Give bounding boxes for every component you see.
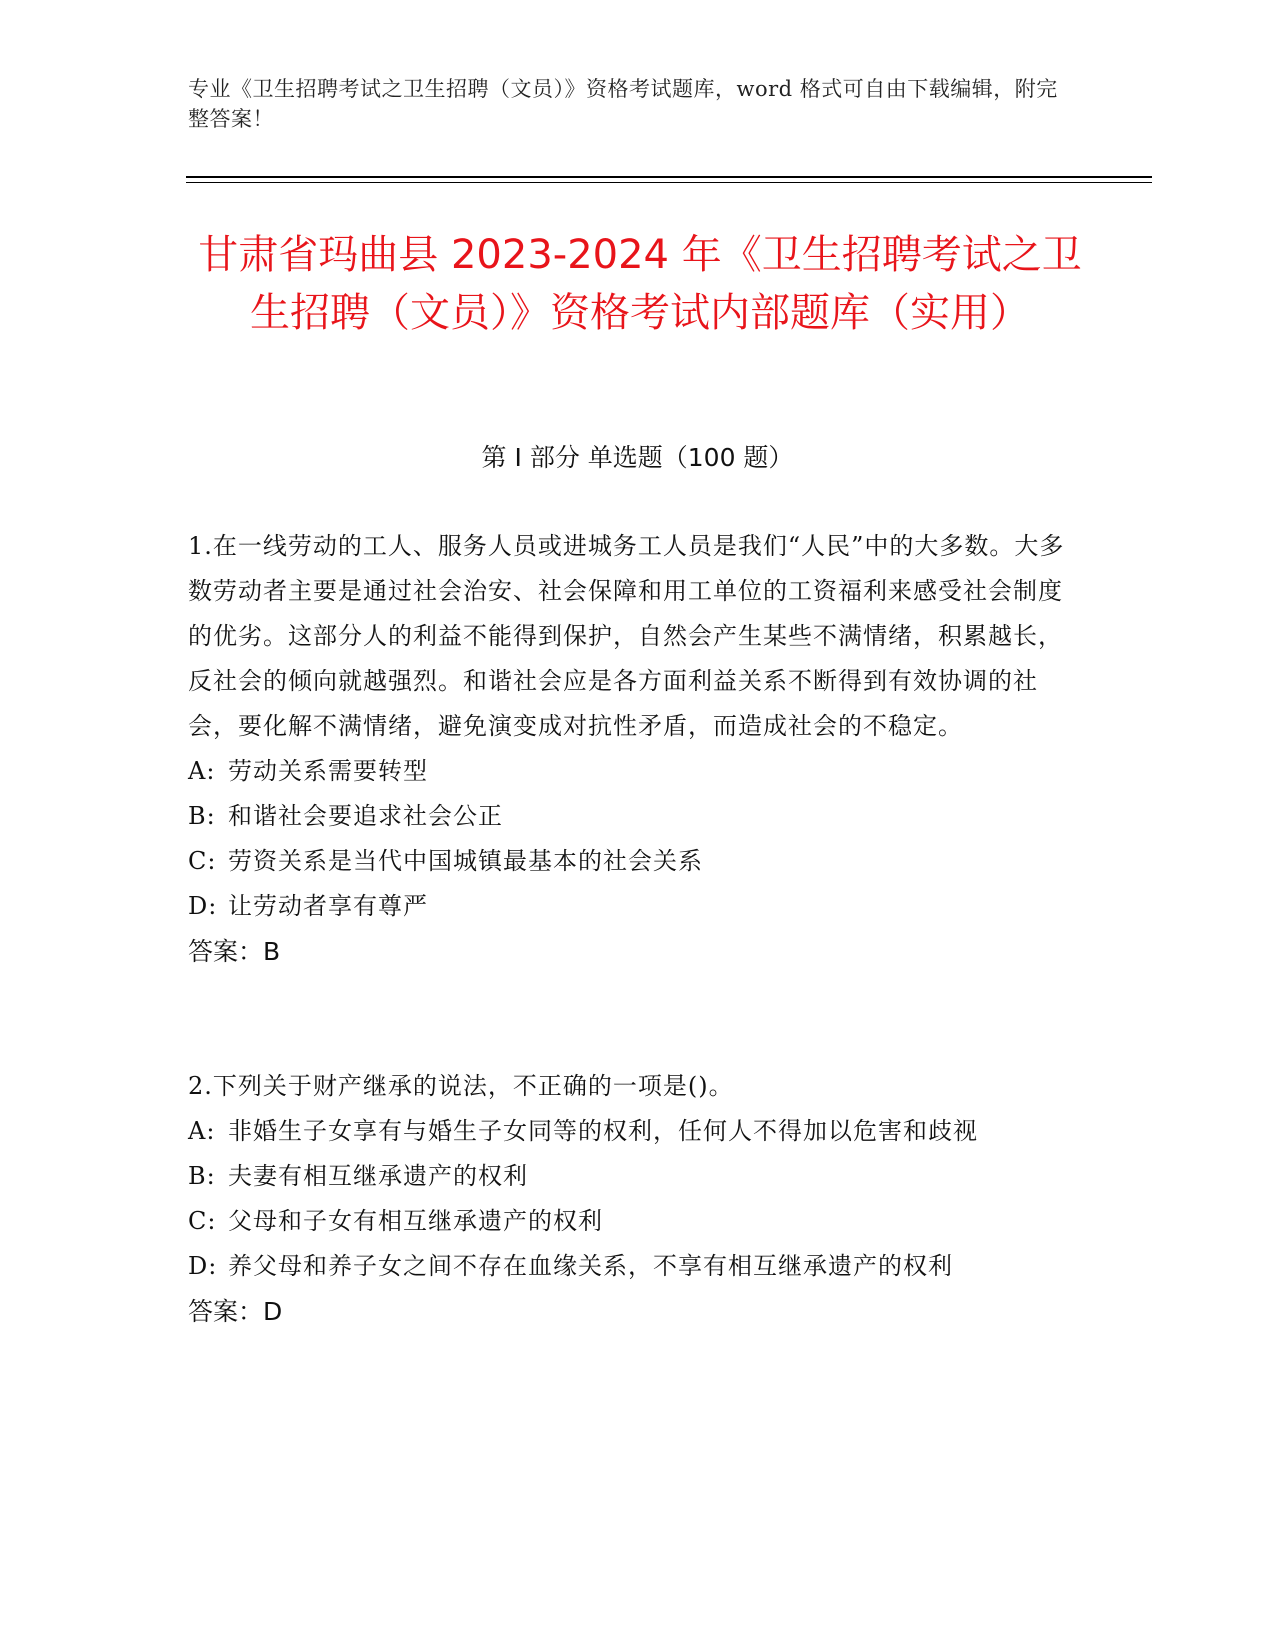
option-text: 劳动关系需要转型 (228, 757, 428, 785)
option-key: B: (188, 802, 216, 830)
option-b (188, 794, 1068, 839)
option-a (188, 749, 1068, 794)
answer-line: 答案：B (188, 937, 281, 966)
option-c (188, 839, 1068, 884)
option-key: D: (188, 1252, 218, 1280)
option-text: 劳资关系是当代中国城镇最基本的社会关系 (228, 847, 703, 875)
question-stem: 2.下列关于财产继承的说法，不正确的一项是()。 (188, 1072, 734, 1100)
question-1 (188, 524, 1068, 974)
option-b (188, 1154, 1068, 1199)
option-key: A: (188, 1117, 216, 1145)
option-text: 养父母和养子女之间不存在血缘关系，不享有相互继承遗产的权利 (228, 1252, 953, 1280)
option-d (188, 884, 1068, 929)
question-2 (188, 1064, 1068, 1334)
option-key: C: (188, 847, 217, 875)
question-stem: 1.在一线劳动的工人、服务人员或进城务工人员是我们“人民”中的大多数。大多数劳动者主要是通过社会治安、社会保障和用工单位的工资福利来感受社会制度的优劣。这部分人的利益不能得到保护，自然会产生某些不满情绪，积累越长，反社会的倾向就越强烈。和谐社会应是各方面利益关系不断得到有效协调的社会，要化解不满情绪，避免演变成对抗性矛盾，而造成社会的不稳定。 (188, 532, 1065, 740)
option-key: D: (188, 892, 218, 920)
option-text: 非婚生子女享有与婚生子女同等的权利，任何人不得加以危害和歧视 (228, 1117, 978, 1145)
option-text: 父母和子女有相互继承遗产的权利 (228, 1207, 603, 1235)
header-divider-thick (186, 176, 1152, 178)
option-text: 夫妻有相互继承遗产的权利 (228, 1162, 528, 1190)
section-title: 第 I 部分 单选题（100 题） (481, 443, 794, 472)
option-d (188, 1244, 1068, 1289)
option-text: 和谐社会要追求社会公正 (228, 802, 503, 830)
option-key: B: (188, 1162, 216, 1190)
option-key: C: (188, 1207, 217, 1235)
answer-line: 答案：D (188, 1297, 283, 1326)
document-title: 甘肃省玛曲县 2023-2024 年《卫生招聘考试之卫生招聘（文员）》资格考试内部题库（实用） (198, 232, 1082, 336)
header-note: 专业《卫生招聘考试之卫生招聘（文员）》资格考试题库，word 格式可自由下载编辑，附完整答案！ (188, 77, 1058, 131)
option-c (188, 1199, 1068, 1244)
option-key: A: (188, 757, 216, 785)
option-a (188, 1109, 1068, 1154)
option-text: 让劳动者享有尊严 (228, 892, 428, 920)
header-divider-thin (186, 182, 1152, 183)
